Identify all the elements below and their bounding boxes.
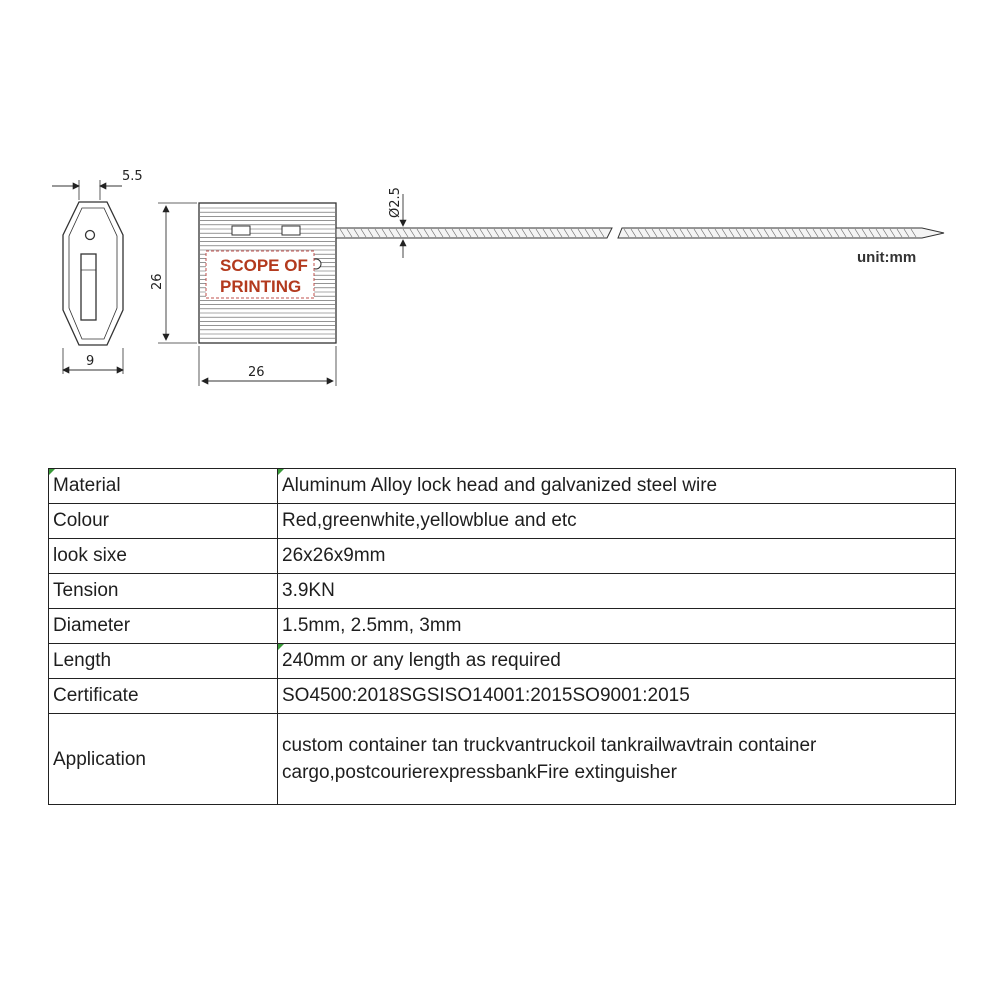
- table-row: [49, 644, 956, 679]
- scope-line-1: SCOPE OF: [220, 256, 308, 275]
- spec-value: 3.9KN: [278, 574, 956, 609]
- side-view: [52, 180, 123, 374]
- spec-value: 240mm or any length as required: [278, 644, 956, 679]
- table-row: [49, 714, 956, 805]
- spec-value: Aluminum Alloy lock head and galvanized steel wire: [278, 469, 956, 504]
- table-row: [49, 469, 956, 504]
- table-row: [49, 504, 956, 539]
- spec-value: Red,greenwhite,yellowblue and etc: [278, 504, 956, 539]
- technical-drawing: [0, 0, 1000, 440]
- table-row: [49, 539, 956, 574]
- spec-label: look sixe: [49, 539, 278, 574]
- table-row: [49, 574, 956, 609]
- steel-wire: [336, 194, 944, 258]
- dim-side-bottom: 9: [86, 354, 95, 369]
- dim-wire-diameter: Ø2.5: [388, 187, 403, 218]
- spec-label: Diameter: [49, 609, 278, 644]
- unit-label: unit:mm: [857, 249, 917, 266]
- spec-label: Material: [49, 469, 278, 504]
- spec-value: SO4500:2018SGSISO14001:2015SO9001:2015: [278, 679, 956, 714]
- spec-table: [48, 468, 956, 805]
- spec-value: custom container tan truckvantruckoil tankrailwavtrain container cargo,postcourierexpressbankFire extinguisher: [278, 714, 956, 805]
- dim-head-width: 26: [248, 365, 265, 380]
- spec-value: 26x26x9mm: [278, 539, 956, 574]
- spec-label: Colour: [49, 504, 278, 539]
- table-row: [49, 679, 956, 714]
- dim-head-height: 26: [150, 273, 165, 290]
- spec-value: 1.5mm, 2.5mm, 3mm: [278, 609, 956, 644]
- spec-label: Certificate: [49, 679, 278, 714]
- dim-side-top: 5.5: [122, 169, 143, 184]
- table-row: [49, 609, 956, 644]
- scope-line-2: PRINTING: [220, 277, 302, 296]
- spec-label: Tension: [49, 574, 278, 609]
- spec-label: Length: [49, 644, 278, 679]
- spec-label: Application: [49, 714, 278, 805]
